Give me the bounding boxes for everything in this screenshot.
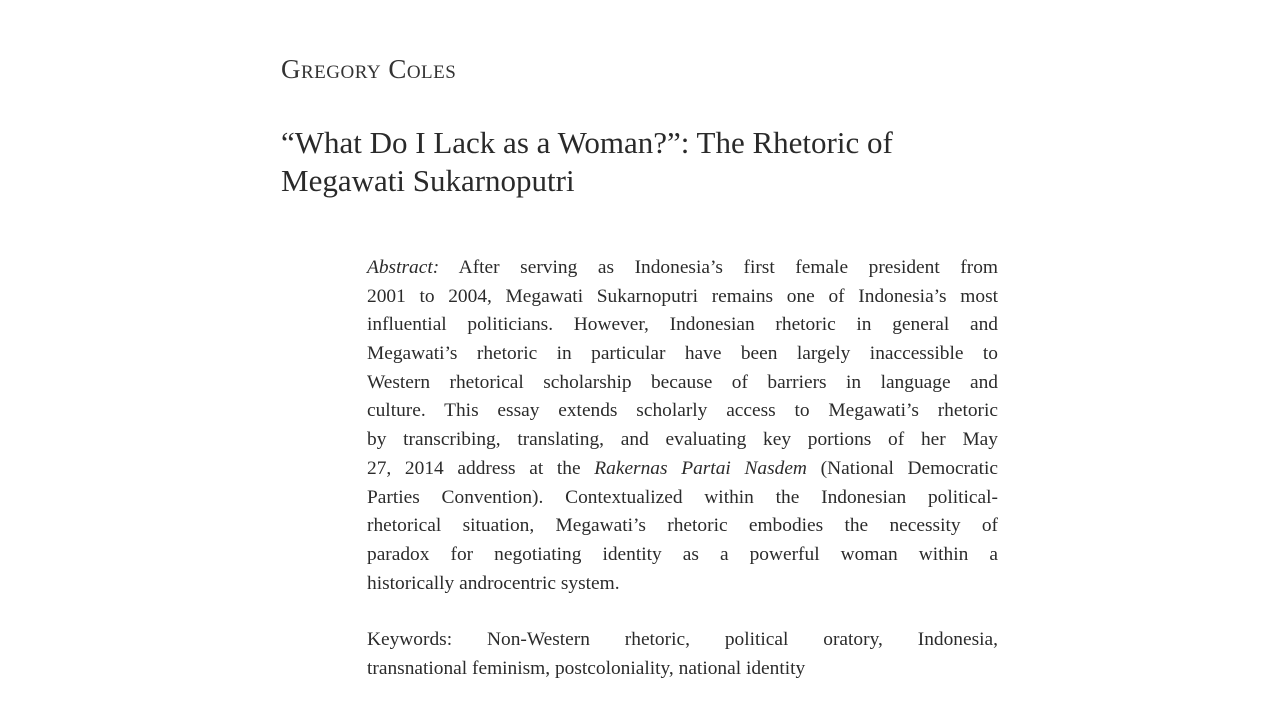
abstract-line: rhetorical situation, Megawati’s rhetoric embodies the necessity of: [367, 515, 998, 537]
abstract-line: 2001 to 2004, Megawati Sukarnoputri remains one of Indonesia’s most: [367, 285, 998, 307]
abstract-text: 27, 2014 address at the: [367, 457, 595, 479]
event-name: Rakernas Partai Nasdem: [594, 457, 807, 479]
abstract-text: (National Democratic: [806, 457, 998, 479]
abstract-label: Abstract:: [367, 257, 440, 278]
keywords: [367, 626, 998, 683]
abstract-line: historically androcentric system.: [367, 572, 620, 594]
abstract-line: influential politicians. However, Indonesian rhetoric in general and: [367, 314, 998, 336]
abstract-line: Parties Convention). Contextualized within the Indonesian political-: [367, 486, 998, 508]
abstract-line: Western rhetorical scholarship because of barriers in language and: [367, 371, 998, 393]
keywords-line-1: Keywords: Non-Western rhetoric, political oratory, Indonesia,: [367, 629, 998, 650]
paper-title: [281, 124, 1001, 200]
abstract-text: After serving as Indonesia’s first female president from: [439, 257, 998, 278]
keywords-line-2: transnational feminism, postcoloniality, national identity: [367, 657, 806, 679]
title-line-2: Megawati Sukarnoputri: [281, 163, 575, 198]
abstract-line: by transcribing, translating, and evaluating key portions of her May: [367, 429, 998, 451]
abstract-line: paradox for negotiating identity as a powerful woman within a: [367, 543, 998, 565]
title-line-1: “What Do I Lack as a Woman?”: The Rhetoric of: [281, 125, 893, 160]
abstract-line: culture. This essay extends scholarly access to Megawati’s rhetoric: [367, 400, 998, 422]
author-name: Gregory Coles: [281, 54, 457, 84]
abstract-line: [367, 455, 998, 484]
abstract: [367, 254, 998, 598]
abstract-line: [367, 254, 998, 283]
abstract-line: Megawati’s rhetoric in particular have been largely inaccessible to: [367, 343, 998, 365]
